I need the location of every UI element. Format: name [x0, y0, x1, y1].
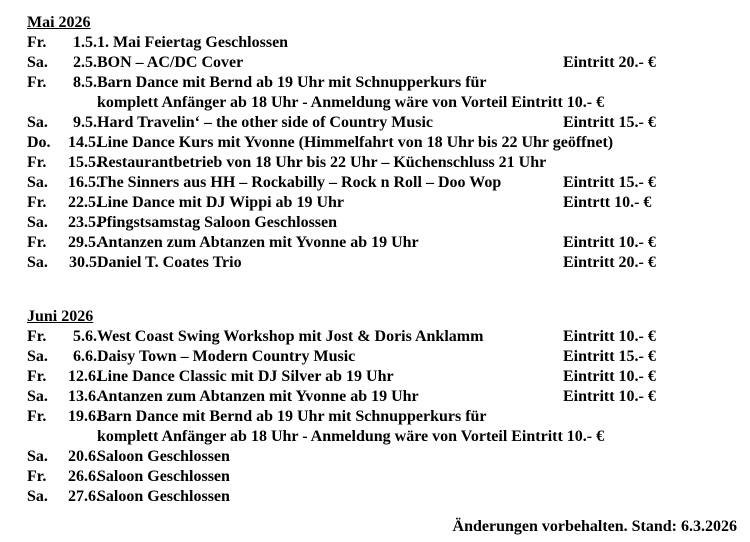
event-date: 12.6. [68, 368, 100, 385]
event-row [27, 193, 723, 213]
event-date: 9.5. [73, 114, 97, 131]
event-price [563, 33, 723, 53]
event-description: Hard Travelin‘ – the other side of Country Music [97, 114, 433, 131]
event-day: Sa. [27, 388, 48, 405]
event-price [563, 487, 723, 507]
event-row [27, 153, 723, 173]
event-day: Fr. [27, 368, 47, 385]
event-row [27, 133, 723, 153]
event-row [27, 33, 723, 53]
event-description-continuation: komplett Anfänger ab 18 Uhr - Anmeldung wäre von Vorteil Eintritt 10.- € [97, 428, 605, 445]
event-row-continuation [27, 93, 723, 113]
event-day: Fr. [27, 154, 47, 171]
event-row [27, 467, 723, 487]
event-description: West Coast Swing Workshop mit Jost & Doris Anklamm [97, 328, 484, 345]
event-date: 26.6. [68, 468, 100, 485]
event-description: Line Dance Classic mit DJ Silver ab 19 Uhr [97, 368, 394, 385]
event-day: Fr. [27, 234, 47, 251]
event-description: Daniel T. Coates Trio [97, 254, 242, 271]
event-date: 14.5. [68, 134, 100, 151]
event-description: The Sinners aus HH – Rockabilly – Rock n Roll – Doo Wop [97, 174, 502, 191]
event-description: BON – AC/DC Cover [97, 54, 244, 71]
event-price: Eintritt 10.- € [563, 388, 656, 405]
event-row [27, 447, 723, 467]
event-description: Antanzen zum Abtanzen mit Yvonne ab 19 Uhr [97, 388, 419, 405]
event-day-empty [27, 93, 68, 113]
footer-note: Änderungen vorbehalten. Stand: 6.3.2026 [452, 518, 737, 535]
event-date: 23.5. [68, 214, 100, 231]
event-day: Sa. [27, 254, 48, 271]
event-date: 29.5. [68, 234, 100, 251]
event-row [27, 367, 723, 387]
event-description: Antanzen zum Abtanzen mit Yvonne ab 19 Uhr [97, 234, 419, 251]
event-row [27, 407, 723, 427]
event-date: 6.6. [73, 348, 97, 365]
event-date: 19.6. [68, 408, 100, 425]
event-date: 5.6. [73, 328, 97, 345]
event-row [27, 113, 723, 133]
event-description: Barn Dance mit Bernd ab 19 Uhr mit Schnupperkurs für [97, 74, 487, 91]
event-day: Fr. [27, 408, 47, 425]
event-description: Saloon Geschlossen [97, 468, 230, 485]
event-date-empty [68, 93, 97, 113]
event-date: 15.5. [68, 154, 100, 171]
month-heading-mai: Mai 2026 [27, 14, 91, 31]
event-price: Eintritt 10.- € [563, 368, 656, 385]
event-price: Eintritt 10.- € [563, 234, 656, 251]
event-price: Eintritt 15.- € [563, 174, 656, 191]
event-price [563, 467, 723, 487]
event-day: Fr. [27, 34, 47, 51]
event-date: 16.5. [68, 174, 100, 191]
event-price: Eintrtt 10.- € [563, 194, 652, 211]
event-row [27, 213, 723, 233]
event-row [27, 233, 723, 253]
event-day: Sa. [27, 174, 48, 191]
event-date: 8.5. [73, 74, 97, 91]
event-day: Sa. [27, 114, 48, 131]
event-row [27, 73, 723, 93]
section-juni [27, 307, 723, 507]
event-row [27, 53, 723, 73]
event-day-empty [27, 427, 68, 447]
schedule-table-juni [27, 327, 723, 507]
event-day: Do. [27, 134, 51, 151]
event-description: 1. Mai Feiertag Geschlossen [97, 34, 289, 51]
event-price: Eintritt 20.- € [563, 254, 656, 271]
event-row-continuation [27, 427, 723, 447]
event-price: Eintritt 15.- € [563, 114, 656, 131]
event-row [27, 487, 723, 507]
event-day: Sa. [27, 348, 48, 365]
event-date-empty [68, 427, 97, 447]
event-day: Fr. [27, 468, 47, 485]
event-price [563, 447, 723, 467]
schedule-table-mai [27, 33, 723, 273]
event-description: Line Dance mit DJ Wippi ab 19 Uhr [97, 194, 344, 211]
event-day: Sa. [27, 448, 48, 465]
event-description: Restaurantbetrieb von 18 Uhr bis 22 Uhr – Küchenschluss 21 Uhr [97, 154, 547, 171]
event-date: 30.5 [69, 254, 97, 271]
event-day: Sa. [27, 214, 48, 231]
event-day: Fr. [27, 194, 47, 211]
event-row [27, 387, 723, 407]
event-description: Line Dance Kurs mit Yvonne (Himmelfahrt von 18 Uhr bis 22 Uhr geöffnet) [97, 134, 614, 151]
event-date: 2.5. [73, 54, 97, 71]
event-row [27, 347, 723, 367]
event-description: Barn Dance mit Bernd ab 19 Uhr mit Schnupperkurs für [97, 408, 487, 425]
event-price: Eintritt 15.- € [563, 348, 656, 365]
event-day: Fr. [27, 74, 47, 91]
month-heading-juni: Juni 2026 [27, 308, 94, 325]
event-description: Daisy Town – Modern Country Music [97, 348, 356, 365]
event-price: Eintritt 20.- € [563, 54, 656, 71]
event-description-continuation: komplett Anfänger ab 18 Uhr - Anmeldung wäre von Vorteil Eintritt 10.- € [97, 94, 605, 111]
event-date: 22.5. [68, 194, 100, 211]
event-day: Sa. [27, 54, 48, 71]
section-mai [27, 13, 723, 273]
event-day: Fr. [27, 328, 47, 345]
event-description: Saloon Geschlossen [97, 448, 230, 465]
event-row [27, 327, 723, 347]
event-row [27, 173, 723, 193]
event-date: 1.5. [73, 34, 97, 51]
event-price: Eintritt 10.- € [563, 328, 656, 345]
event-date: 27.6. [68, 488, 100, 505]
event-price [563, 213, 723, 233]
event-day: Sa. [27, 488, 48, 505]
event-date: 13.6. [68, 388, 100, 405]
event-date: 20.6. [68, 448, 100, 465]
event-description: Pfingstsamstag Saloon Geschlossen [97, 214, 338, 231]
event-description: Saloon Geschlossen [97, 488, 230, 505]
event-row [27, 253, 723, 273]
